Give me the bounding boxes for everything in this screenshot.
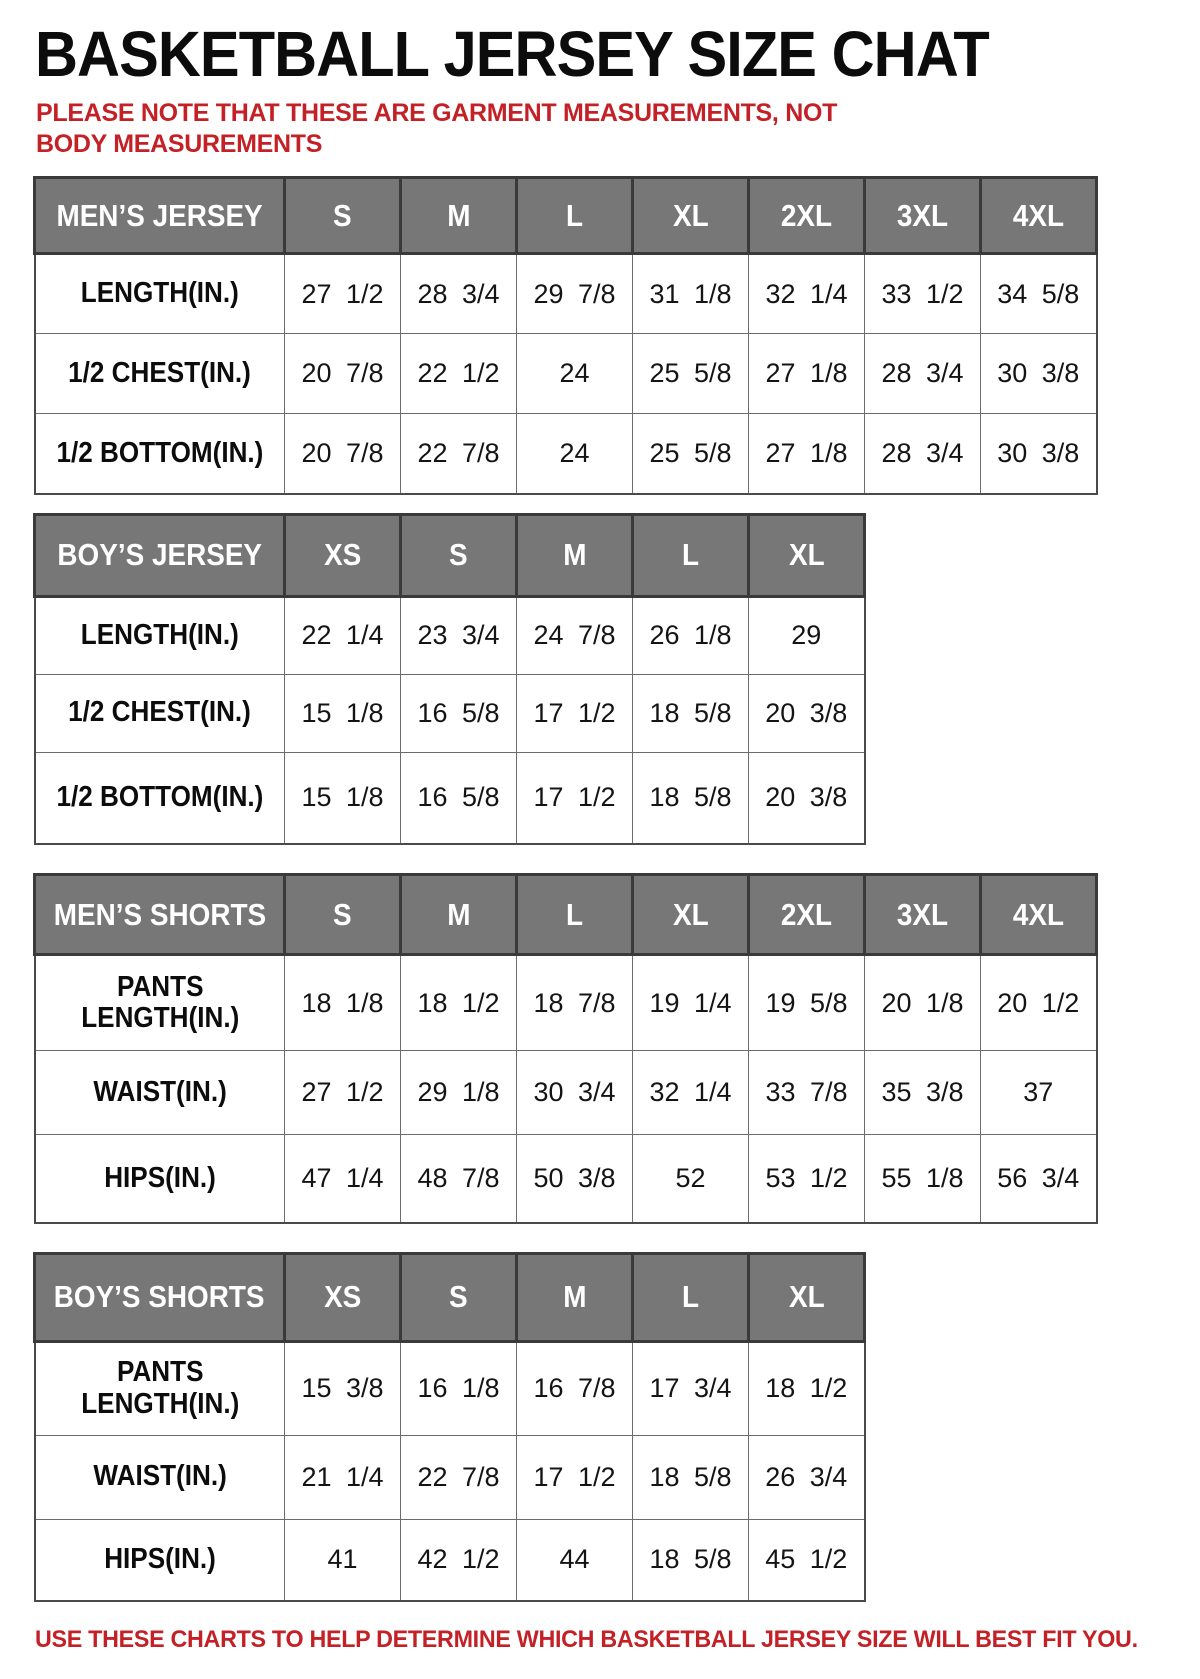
size-value-cell: 29 [749, 596, 865, 674]
size-value-cell: 19 1/4 [633, 955, 749, 1051]
size-value-cell: 26 1/8 [633, 596, 749, 674]
size-value-cell: 27 1/8 [749, 334, 865, 414]
row-label: HIPS(IN.) [35, 1519, 285, 1601]
size-value-cell: 44 [517, 1519, 633, 1601]
size-value-cell: 53 1/2 [749, 1135, 865, 1223]
boy-s-shorts-table [33, 1252, 866, 1603]
size-value-cell: 30 3/8 [981, 414, 1097, 494]
size-value-cell: 28 3/4 [865, 334, 981, 414]
size-value-cell: 15 1/8 [285, 674, 401, 752]
row-label: PANTS LENGTH(IN.) [35, 1341, 285, 1435]
men-s-shorts-row-hips-in [35, 1135, 1097, 1223]
size-value-cell: 31 1/8 [633, 254, 749, 334]
men-s-jersey-col-m: M [401, 178, 517, 254]
size-value-cell: 32 1/4 [749, 254, 865, 334]
size-value-cell: 27 1/8 [749, 414, 865, 494]
men-s-jersey-header-row [35, 178, 1097, 254]
row-label: WAIST(IN.) [35, 1435, 285, 1519]
men-s-jersey-col-3xl: 3XL [865, 178, 981, 254]
size-value-cell: 18 5/8 [633, 674, 749, 752]
size-value-cell: 35 3/8 [865, 1051, 981, 1135]
size-value-cell: 56 3/4 [981, 1135, 1097, 1223]
size-value-cell: 25 5/8 [633, 334, 749, 414]
boy-s-jersey-header-row [35, 514, 865, 596]
size-value-cell: 24 [517, 334, 633, 414]
size-value-cell: 20 7/8 [285, 414, 401, 494]
size-value-cell: 20 1/2 [981, 955, 1097, 1051]
size-value-cell: 26 3/4 [749, 1435, 865, 1519]
men-s-jersey-row-length-in [35, 254, 1097, 334]
size-value-cell: 29 7/8 [517, 254, 633, 334]
boy-s-jersey-row-length-in [35, 596, 865, 674]
size-value-cell: 34 5/8 [981, 254, 1097, 334]
boy-s-jersey-row-1-2-bottom-in [35, 752, 865, 844]
boy-s-jersey-col-xl: XL [749, 514, 865, 596]
size-value-cell: 20 1/8 [865, 955, 981, 1051]
size-tables [33, 176, 1172, 1602]
men-s-jersey-col-l: L [517, 178, 633, 254]
size-value-cell: 29 1/8 [401, 1051, 517, 1135]
boy-s-jersey-title-cell: BOY’S JERSEY [35, 514, 285, 596]
men-s-jersey-col-s: S [285, 178, 401, 254]
size-value-cell: 24 [517, 414, 633, 494]
size-value-cell: 24 7/8 [517, 596, 633, 674]
size-value-cell: 52 [633, 1135, 749, 1223]
men-s-shorts-title-cell: MEN’S SHORTS [35, 875, 285, 955]
size-value-cell: 30 3/4 [517, 1051, 633, 1135]
size-value-cell: 33 7/8 [749, 1051, 865, 1135]
size-value-cell: 50 3/8 [517, 1135, 633, 1223]
size-value-cell: 47 1/4 [285, 1135, 401, 1223]
size-value-cell: 20 3/8 [749, 752, 865, 844]
size-value-cell: 27 1/2 [285, 1051, 401, 1135]
men-s-jersey-row-1-2-bottom-in [35, 414, 1097, 494]
men-s-jersey-row-1-2-chest-in [35, 334, 1097, 414]
size-value-cell: 18 1/8 [285, 955, 401, 1051]
size-value-cell: 28 3/4 [865, 414, 981, 494]
page-title: BASKETBALL JERSEY SIZE CHAT [35, 18, 989, 90]
men-s-shorts-col-3xl: 3XL [865, 875, 981, 955]
boy-s-shorts-col-s: S [401, 1253, 517, 1341]
row-label: HIPS(IN.) [35, 1135, 285, 1223]
size-value-cell: 18 1/2 [749, 1341, 865, 1435]
size-value-cell: 28 3/4 [401, 254, 517, 334]
size-value-cell: 41 [285, 1519, 401, 1601]
boy-s-shorts-row-waist-in [35, 1435, 865, 1519]
row-label: PANTS LENGTH(IN.) [35, 955, 285, 1051]
row-label: LENGTH(IN.) [35, 254, 285, 334]
size-value-cell: 22 1/2 [401, 334, 517, 414]
size-value-cell: 15 1/8 [285, 752, 401, 844]
row-label: LENGTH(IN.) [35, 596, 285, 674]
boy-s-shorts-header-row [35, 1253, 865, 1341]
men-s-shorts-col-xl: XL [633, 875, 749, 955]
size-value-cell: 21 1/4 [285, 1435, 401, 1519]
size-value-cell: 32 1/4 [633, 1051, 749, 1135]
size-value-cell: 18 5/8 [633, 1435, 749, 1519]
boy-s-shorts-col-xl: XL [749, 1253, 865, 1341]
size-value-cell: 18 1/2 [401, 955, 517, 1051]
size-value-cell: 16 5/8 [401, 674, 517, 752]
boy-s-shorts-col-xs: XS [285, 1253, 401, 1341]
boy-s-jersey-table [33, 513, 866, 846]
men-s-jersey-col-xl: XL [633, 178, 749, 254]
men-s-shorts-row-waist-in [35, 1051, 1097, 1135]
boy-s-jersey-col-s: S [401, 514, 517, 596]
men-s-shorts-row-pants-length-in [35, 955, 1097, 1051]
boy-s-shorts-row-hips-in [35, 1519, 865, 1601]
men-s-jersey-col-2xl: 2XL [749, 178, 865, 254]
footer-note: USE THESE CHARTS TO HELP DETERMINE WHICH BASKETBALL JERSEY SIZE WILL BEST FIT YOU. [35, 1626, 1138, 1653]
size-value-cell: 16 7/8 [517, 1341, 633, 1435]
size-value-cell: 17 3/4 [633, 1341, 749, 1435]
men-s-shorts-table [33, 873, 1098, 1224]
boy-s-shorts-title-cell: BOY’S SHORTS [35, 1253, 285, 1341]
boy-s-shorts-row-pants-length-in [35, 1341, 865, 1435]
size-value-cell: 18 5/8 [633, 1519, 749, 1601]
size-value-cell: 45 1/2 [749, 1519, 865, 1601]
men-s-shorts-col-4xl: 4XL [981, 875, 1097, 955]
men-s-shorts-header-row [35, 875, 1097, 955]
row-label: WAIST(IN.) [35, 1051, 285, 1135]
size-value-cell: 42 1/2 [401, 1519, 517, 1601]
size-value-cell: 48 7/8 [401, 1135, 517, 1223]
row-label: 1/2 CHEST(IN.) [35, 334, 285, 414]
men-s-jersey-table [33, 176, 1098, 495]
boy-s-jersey-row-1-2-chest-in [35, 674, 865, 752]
size-value-cell: 18 7/8 [517, 955, 633, 1051]
men-s-jersey-col-4xl: 4XL [981, 178, 1097, 254]
size-value-cell: 23 3/4 [401, 596, 517, 674]
men-s-shorts-col-2xl: 2XL [749, 875, 865, 955]
size-value-cell: 22 7/8 [401, 414, 517, 494]
size-value-cell: 55 1/8 [865, 1135, 981, 1223]
men-s-shorts-col-l: L [517, 875, 633, 955]
size-value-cell: 20 7/8 [285, 334, 401, 414]
size-value-cell: 17 1/2 [517, 752, 633, 844]
size-value-cell: 30 3/8 [981, 334, 1097, 414]
size-value-cell: 16 5/8 [401, 752, 517, 844]
row-label: 1/2 BOTTOM(IN.) [35, 414, 285, 494]
boy-s-shorts-col-m: M [517, 1253, 633, 1341]
men-s-jersey-title-cell: MEN’S JERSEY [35, 178, 285, 254]
size-value-cell: 37 [981, 1051, 1097, 1135]
size-value-cell: 33 1/2 [865, 254, 981, 334]
boy-s-shorts-col-l: L [633, 1253, 749, 1341]
size-value-cell: 20 3/8 [749, 674, 865, 752]
size-value-cell: 22 7/8 [401, 1435, 517, 1519]
boy-s-jersey-col-l: L [633, 514, 749, 596]
boy-s-jersey-col-xs: XS [285, 514, 401, 596]
men-s-shorts-col-m: M [401, 875, 517, 955]
size-value-cell: 17 1/2 [517, 674, 633, 752]
men-s-shorts-col-s: S [285, 875, 401, 955]
size-value-cell: 15 3/8 [285, 1341, 401, 1435]
size-value-cell: 27 1/2 [285, 254, 401, 334]
size-value-cell: 18 5/8 [633, 752, 749, 844]
measurement-note: PLEASE NOTE THAT THESE ARE GARMENT MEASUREMENTS, NOT BODY MEASUREMENTS [36, 99, 838, 158]
row-label: 1/2 BOTTOM(IN.) [35, 752, 285, 844]
row-label: 1/2 CHEST(IN.) [35, 674, 285, 752]
size-value-cell: 25 5/8 [633, 414, 749, 494]
boy-s-jersey-col-m: M [517, 514, 633, 596]
size-value-cell: 16 1/8 [401, 1341, 517, 1435]
size-value-cell: 19 5/8 [749, 955, 865, 1051]
size-value-cell: 22 1/4 [285, 596, 401, 674]
size-value-cell: 17 1/2 [517, 1435, 633, 1519]
